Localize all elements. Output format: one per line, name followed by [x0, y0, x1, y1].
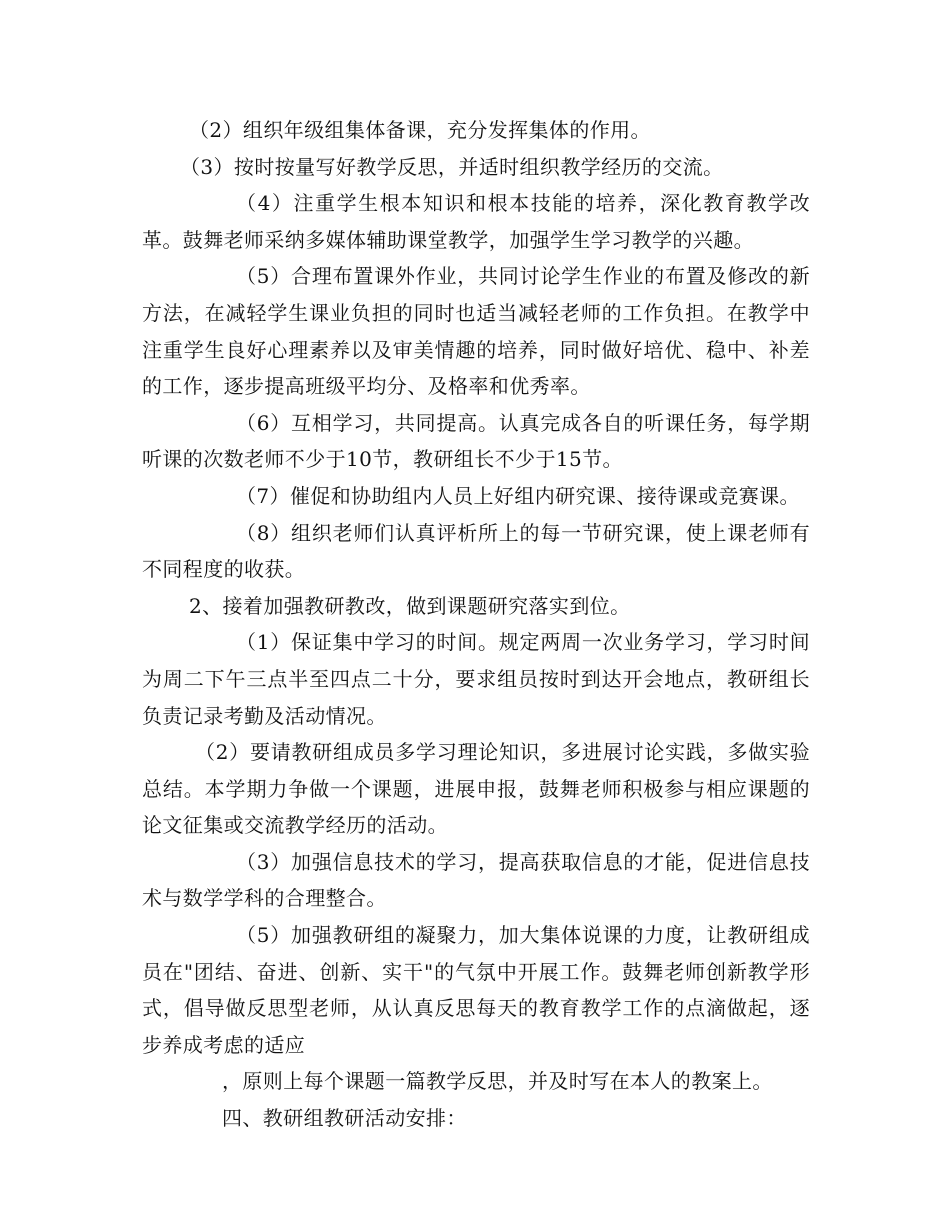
- paragraph-principle: ，原则上每个课题一篇教学反思，并及时写在本人的教案上。: [222, 1069, 773, 1094]
- paragraph-it-skills: （3）加强信息技术的学习，提高获取信息的才能，促进信息技术与数学学科的合理整合。: [142, 849, 810, 911]
- paragraph-cohesion: （5）加强教研组的凝聚力，加大集体说课的力度，让教研组成员在"团结、奋进、创新、实干"的气氛中开展工作。鼓舞老师创新教学形式，倡导做反思型老师，从认真反思每天的教育教学工作的点滴做起，逐步养成考虑的适应: [142, 923, 810, 1057]
- paragraph-reflection: （3）按时按量写好教学反思，并适时组织教学经历的交流。: [180, 154, 724, 179]
- paragraph-basic-skills: （4）注重学生根本知识和根本技能的培养，深化教育教学改革。鼓舞老师采纳多媒体辅助课堂教学，加强学生学习教学的兴趣。: [142, 191, 810, 252]
- paragraph-mutual-learning: （6）互相学习，共同提高。认真完成各自的听课任务，每学期听课的次数老师不少于10节，教研组长不少于15节。: [142, 410, 810, 472]
- section-heading-teaching-research: 2、接着加强教研教改，做到课题研究落实到位。: [189, 593, 631, 618]
- paragraph-theory-study: （2）要请教研组成员多学习理论知识，多进展讨论实践，多做实验总结。本学期力争做一个课题，进展申报，鼓舞老师积极参与相应课题的论文征集或交流教学经历的活动。: [142, 740, 810, 838]
- paragraph-homework: （5）合理布置课外作业，共同讨论学生作业的布置及修改的新方法，在减轻学生课业负担的同时也适当减轻老师的工作负担。在教学中注重学生良好心理素养以及审美情趣的培养，同时做好培优、稳中、补差的工作，逐步提高班级平均分、及格率和优秀率。: [142, 264, 810, 399]
- paragraph-research-lessons: （7）催促和协助组内人员上好组内研究课、接待课或竞赛课。: [236, 483, 800, 508]
- document-body: [142, 112, 810, 1137]
- paragraph-lesson-review: （8）组织老师们认真评析所上的每一节研究课，使上课老师有不同程度的收获。: [142, 520, 810, 582]
- paragraph-lesson-prep: （2）组织年级组集体备课，充分发挥集体的作用。: [189, 118, 651, 142]
- paragraph-study-time: （1）保证集中学习的时间。规定两周一次业务学习，学习时间为周二下午三点半至四点二十分，要求组员按时到达开会地点，教研组长负责记录考勤及活动情况。: [142, 630, 810, 728]
- section-heading-activity-schedule: 四、教研组教研活动安排：: [222, 1106, 467, 1131]
